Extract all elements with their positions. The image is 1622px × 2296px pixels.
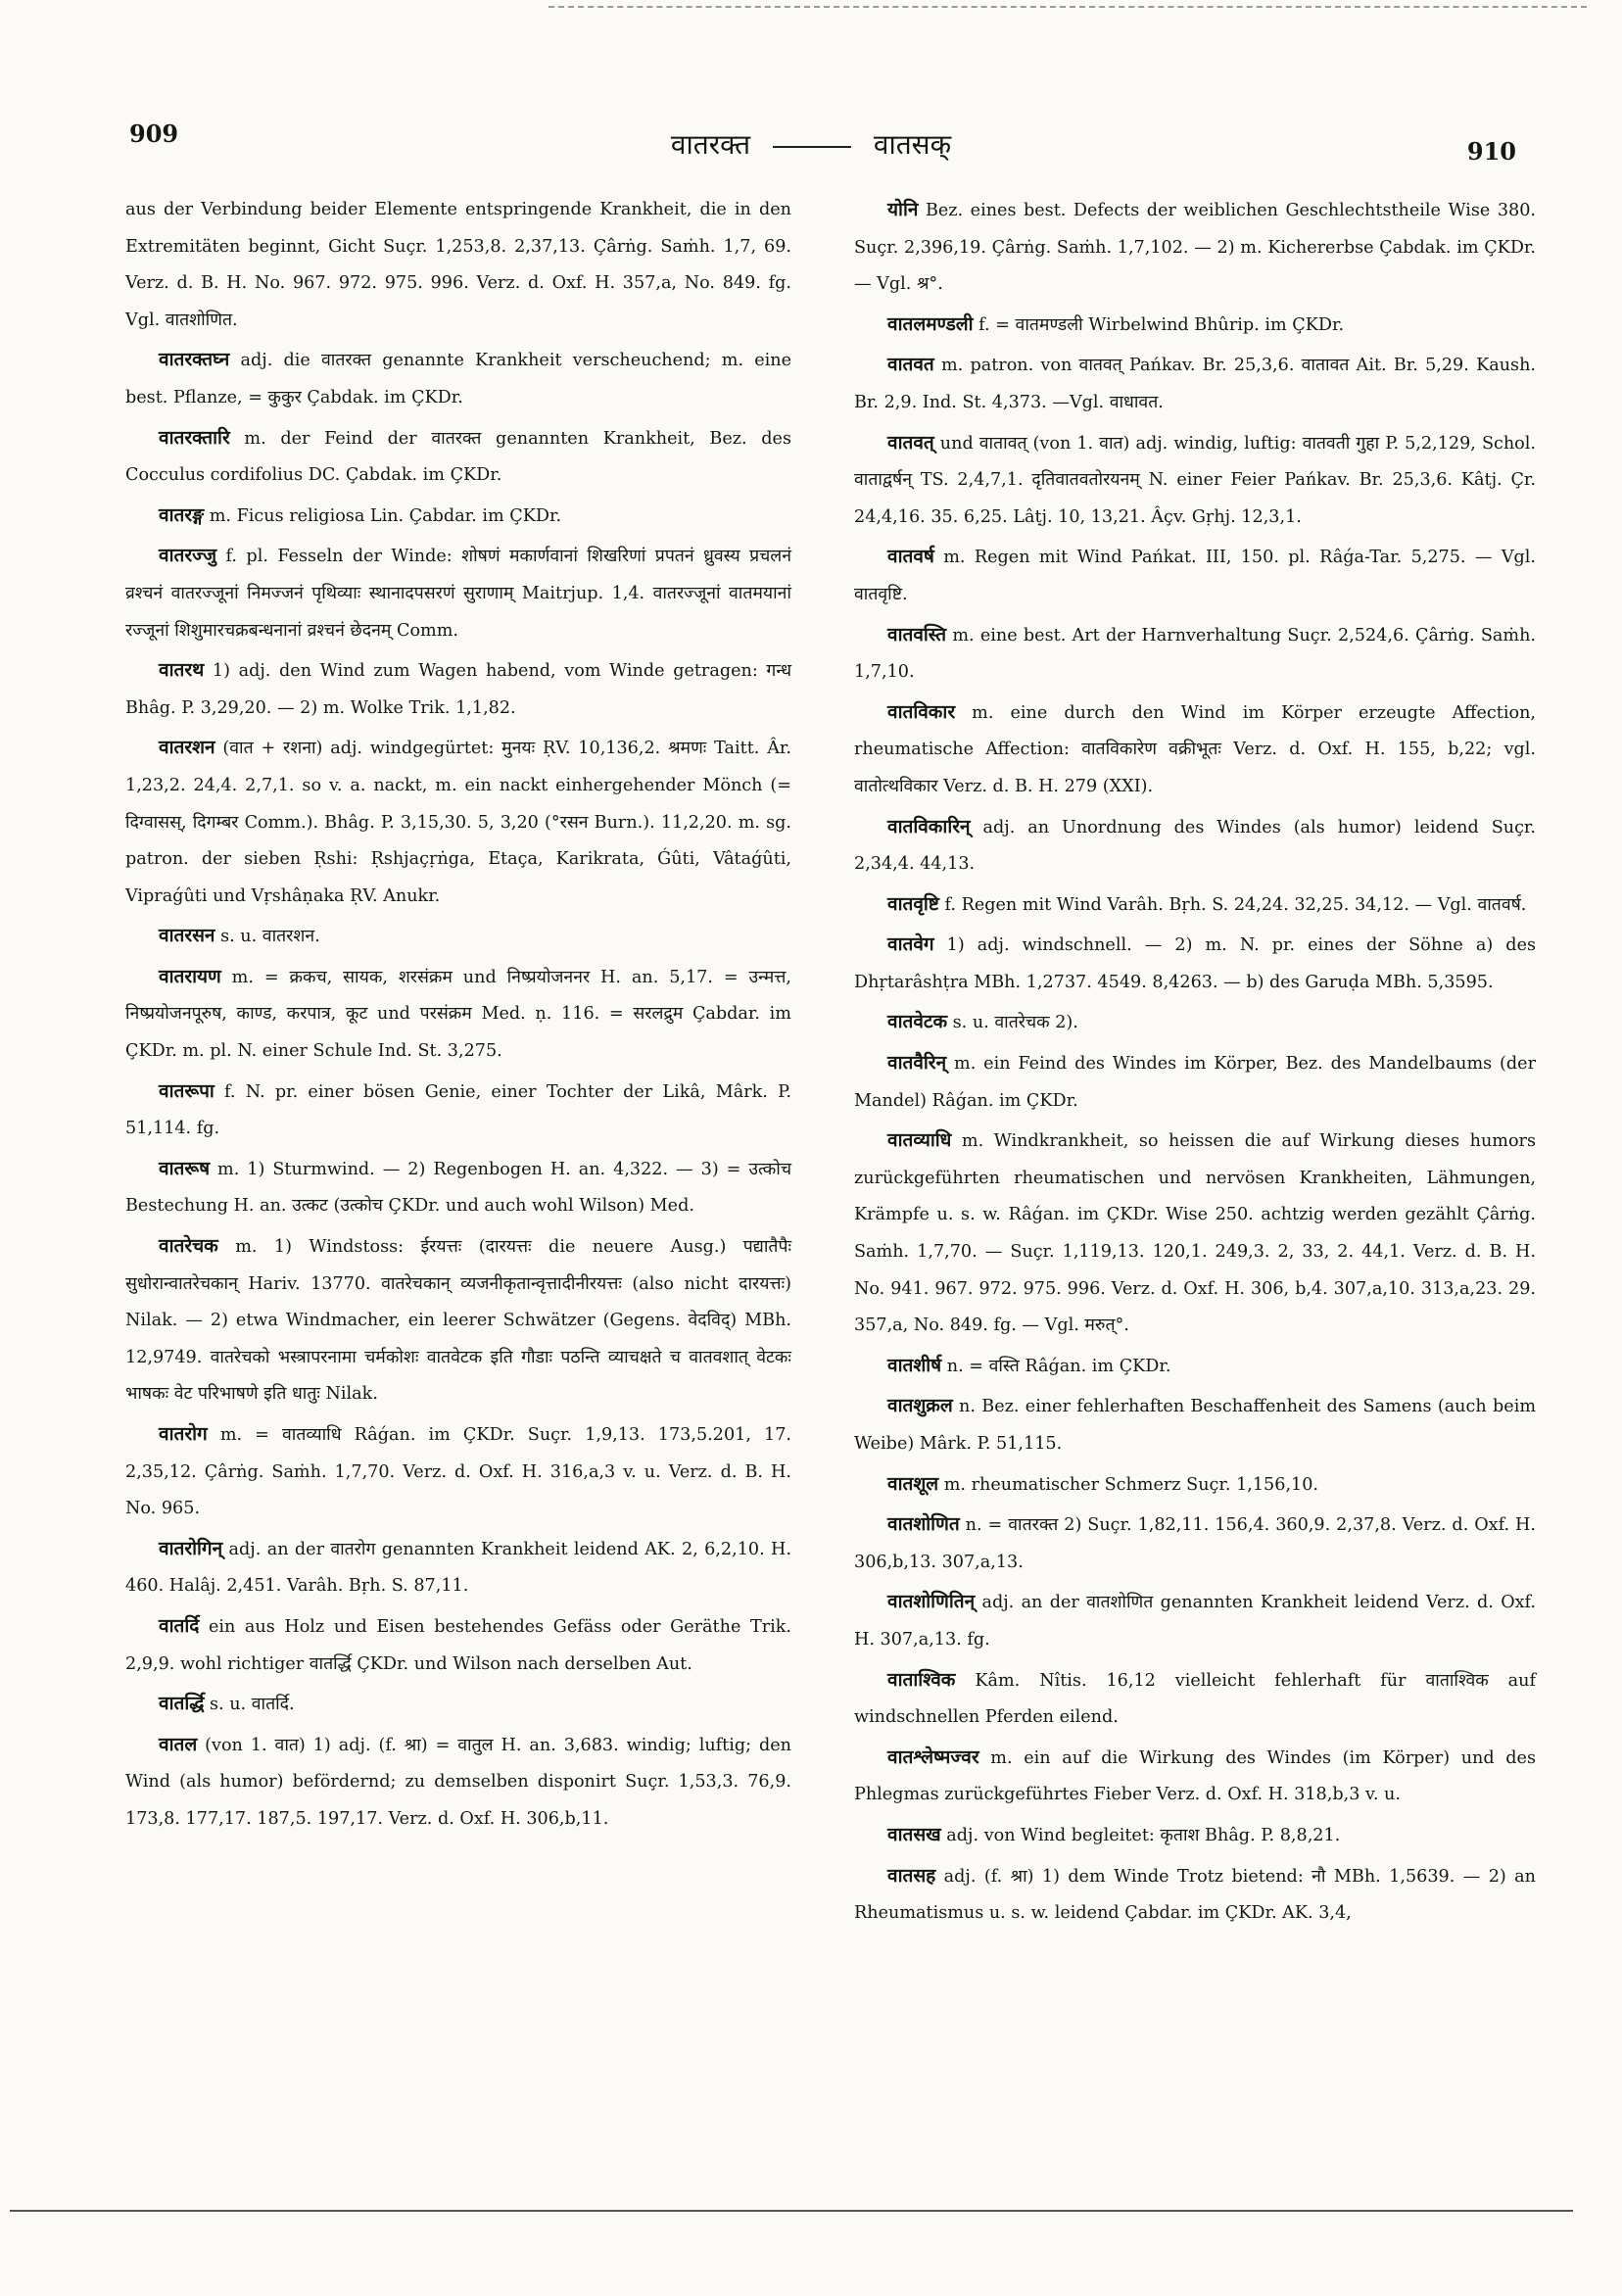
entry-headword: वातवैरिन् xyxy=(887,1052,947,1075)
dictionary-entry xyxy=(854,1045,1536,1120)
dictionary-entry xyxy=(854,192,1536,304)
entry-headword: वाताश्विक xyxy=(887,1668,956,1691)
dictionary-entry xyxy=(854,1584,1536,1658)
entry-headword: वातर्द्धि xyxy=(159,1693,205,1715)
entry-text: m. eine best. Art der Harnverhaltung Suçr. 2,524,6. Çârṅg. Saṁh. 1,7,10. xyxy=(854,625,1536,683)
dictionary-entry xyxy=(125,1686,791,1724)
entry-text: f. N. pr. einer bösen Genie, einer Tochter der Likâ, Mârk. P. 51,114. fg. xyxy=(125,1081,792,1139)
dictionary-entry xyxy=(854,1740,1536,1814)
entry-headword: वातरेचक xyxy=(159,1235,218,1258)
entry-headword: वातव्याधि xyxy=(887,1129,952,1152)
dictionary-entry xyxy=(125,1228,791,1413)
dictionary-entry xyxy=(854,1388,1536,1462)
entry-text: adj. an der वातशोणित genannten Krankheit leidend Verz. d. Oxf. H. 307,a,13. fg. xyxy=(854,1593,1537,1650)
entry-headword: वातश्लेष्मज्वर xyxy=(887,1746,979,1768)
entry-headword: वातशीर्ष xyxy=(887,1354,942,1376)
dictionary-entry xyxy=(854,694,1536,806)
entry-headword: वातरोगिन् xyxy=(159,1537,223,1559)
entry-text: m. 1) Windstoss: ईरयत्तः (दारयत्तः die neuere Ausg.) पद्यातैपैः सुधोरान्वातरेचकान् Hariv. 13770. वातरेचकान् व्यजनीकृतान्वृत्तादीनीरयत्तः (also nicht दारयत्तः) Nilak. — 2) etwa Windmacher, ein leerer Schwätzer (Gegens. वेदविद्) MBh. 12,9749. वातरेचको भस्त्रापरनामा चर्मकोशः वातवेटक इति गौडाः पठन्ति व्याचक्षते च वातवशात् वेटकः भाषकः वेट परिभाषणे इति धातुः Nilak. xyxy=(125,1237,791,1405)
dictionary-entry xyxy=(854,347,1536,421)
dictionary-entry xyxy=(854,1004,1536,1042)
entry-headword: वातरज्जु xyxy=(159,545,217,567)
entry-text: und वातावत् (von 1. वात) adj. windig, luftig: वातवती गुहा P. 5,2,129, Schol. वाताद्वर्षन् TS. 2,4,7,1. दृतिवातवतोरयनम् N. einer Feier Pańkav. Br. 25,3,6. Kâtj. Çr. 24,4,16. 35. 6,25. Lâṭj. 10, 13,21. Âçv. Gṛhj. 12,3,1. xyxy=(854,433,1536,527)
entry-text: s. u. वातरेचक 2). xyxy=(952,1013,1078,1033)
dictionary-entry xyxy=(125,1608,791,1683)
entry-headword: वातरूपा xyxy=(159,1079,215,1102)
entry-text: m. der Feind der वातरक्त genannten Krankheit, Bez. des Cocculus cordifolius DC. Çabdak. im ÇKDr. xyxy=(125,428,792,486)
running-head-dash xyxy=(773,146,851,148)
dictionary-entry xyxy=(854,1662,1536,1737)
entry-headword: वातसख xyxy=(887,1823,941,1845)
dictionary-entry xyxy=(854,809,1536,884)
dictionary-entry xyxy=(854,307,1536,345)
dictionary-entry xyxy=(125,1416,791,1528)
entry-headword: वातविकार xyxy=(887,700,956,723)
entry-headword: वातवत् xyxy=(887,431,934,454)
entry-headword: वातरोग xyxy=(159,1423,208,1445)
entry-text: adj. die वातरक्त genannte Krankheit verscheuchend; m. eine best. Pflanze, = कुकुर Çabdak. im ÇKDr. xyxy=(125,351,792,407)
entry-text: f. = वातमण्डली Wirbelwind Bhûrip. im ÇKDr. xyxy=(978,314,1345,335)
entry-headword: वातशोणित xyxy=(887,1513,960,1536)
entry-headword: वातवेग xyxy=(887,933,934,956)
dictionary-entry xyxy=(125,1727,791,1839)
entry-text: adj. an Unordnung des Windes (als humor) leidend Suçr. 2,34,4. 44,13. xyxy=(854,817,1537,875)
dictionary-entry xyxy=(125,918,791,956)
entry-text: f. Regen mit Wind Varâh. Bṛh. S. 24,24. 32,25. 34,12. — Vgl. वातवर्ष. xyxy=(944,894,1527,915)
entry-text: adj. von Wind begleitet: कृताश Bhâg. P. 8,8,21. xyxy=(946,1825,1341,1845)
entry-headword: वातशूल xyxy=(887,1472,939,1495)
entry-headword: वातरायण xyxy=(159,965,221,987)
dictionary-entry xyxy=(125,192,791,339)
entry-headword: योनि xyxy=(887,199,919,220)
right-column xyxy=(854,192,1536,1936)
entry-headword: वातवृष्टि xyxy=(887,892,939,915)
entry-headword: वातरूष xyxy=(159,1157,211,1179)
entry-headword: वातवस्ति xyxy=(887,623,947,646)
entry-headword: वातवेटक xyxy=(887,1011,948,1033)
entry-text: Kâm. Nîtis. 16,12 vielleicht fehlerhaft für वाताश्विक auf windschnellen Pferden eilend. xyxy=(854,1670,1537,1728)
dictionary-entry xyxy=(854,1348,1536,1386)
entry-headword: वातवत xyxy=(887,354,934,376)
entry-text: n. Bez. einer fehlerhaften Beschaffenheit des Samens (auch beim Weibe) Mârk. P. 51,115. xyxy=(854,1397,1536,1454)
dictionary-entry xyxy=(125,1074,791,1148)
dictionary-entry xyxy=(125,730,791,915)
entry-text: m. rheumatischer Schmerz Suçr. 1,156,10. xyxy=(943,1474,1319,1495)
entry-text: f. pl. Fesseln der Winde: शोषणं मकार्णवानां शिखरिणां प्रपतनं ध्रुवस्य प्रचलनं व्रश्चनं वातरज्जूनां निमज्जनं पृथिव्याः स्थानादपसरणं सुराणाम् Maitrjup. 1,4. वातरज्जूनां वातमयानां रज्जूनां शिशुमारचक्रबन्धनानां व्रश्चनं छेदनम् Comm. xyxy=(125,547,792,641)
entry-headword: वातशुक्रल xyxy=(887,1395,953,1417)
top-rule xyxy=(549,6,1587,8)
entry-text: ein aus Holz und Eisen bestehendes Gefäss oder Geräthe Trik. 2,9,9. wohl richtiger वातर्द्धि ÇKDr. und Wilson nach derselben Aut. xyxy=(125,1616,791,1674)
page-number-right: 910 xyxy=(1466,137,1516,166)
entry-headword: वातरक्तघ्न xyxy=(159,349,230,371)
entry-text: m. Windkrankheit, so heissen die auf Wirkung dieses humors zurückgeführten rheumatischen und nervösen Krankheiten, Lähmungen, Krämpfe u. s. w. Râǵan. im ÇKDr. Wise 250. achtzig werden gezählt Çârṅg. Saṁh. 1,7,70. — Suçr. 1,119,13. 120,1. 249,3. 2, 33, 2. 44,1. Verz. d. B. H. No. 941. 967. 972. 975. 996. Verz. d. Oxf. H. 306, b,4. 307,a,10. 313,a,23. 29. 357,a, No. 849. fg. — Vgl. मरुत्°. xyxy=(854,1131,1537,1336)
left-column xyxy=(125,192,791,1842)
dictionary-entry xyxy=(854,425,1536,537)
dictionary-entry xyxy=(125,1531,791,1605)
running-head-right: वातसक् xyxy=(873,128,952,161)
entry-text: (वात + रशना) adj. windgegürtet: मुनयः ṚV. 10,136,2. श्रमणः Taitt. Âr. 1,23,2. 24,4. 2,7,1. so v. a. nackt, m. ein nackt einhergehender Mönch (= दिग्वासस्, दिगम्बर Comm.). Bhâg. P. 3,15,30. 5, 3,20 (°रसन Burn.). 11,2,20. m. sg. patron. der sieben Ṛshi: Ṛshjaçṛṅga, Etaça, Karikrata, Ǵûti, Vâtaǵûti, Vipraǵûti und Vṛshâṇaka ṚV. Anukr. xyxy=(125,739,791,906)
dictionary-entry xyxy=(854,927,1536,1001)
entry-headword: वातर्दि xyxy=(159,1614,200,1637)
dictionary-entry xyxy=(854,1817,1536,1855)
entry-text: s. u. वातर्दि. xyxy=(210,1695,295,1715)
entry-text: m. ein Feind des Windes im Körper, Bez. des Mandelbaums (der Mandel) Râǵan. im ÇKDr. xyxy=(854,1054,1536,1111)
running-head-left: वातरक्त xyxy=(670,128,751,161)
dictionary-entry xyxy=(125,342,791,416)
entry-text: 1) adj. windschnell. — 2) m. N. pr. eines der Söhne a) des Dhṛtarâshṭra MBh. 1,2737. 4549. 8,4263. — b) des Garuḍa MBh. 5,3595. xyxy=(854,935,1537,992)
dictionary-entry xyxy=(854,1507,1536,1581)
entry-headword: वातशोणितिन् xyxy=(887,1591,976,1613)
entry-headword: वातलमण्डली xyxy=(887,312,974,335)
page-number-left: 909 xyxy=(129,120,179,148)
entry-headword: वातविकारिन् xyxy=(887,815,971,837)
entry-text: (von 1. वात) 1) adj. (f. श्रा) = वातुल H. an. 3,683. windig; luftig; den Wind (als humor) befördernd; zu demselben disponirt Suçr. 1,53,3. 76,9. 173,8. 177,17. 187,5. 197,17. Verz. d. Oxf. H. 306,b,11. xyxy=(125,1735,792,1829)
entry-text: m. 1) Sturmwind. — 2) Regenbogen H. an. 4,322. — 3) = उत्कोच Bestechung H. an. उत्कट (उत्कोच ÇKDr. und auch wohl Wilson) Med. xyxy=(125,1159,792,1217)
entry-text: adj. (f. श्रा) 1) dem Winde Trotz bietend: नौ MBh. 1,5639. — 2) an Rheumatismus u. s. w. leidend Çabdar. im ÇKDr. AK. 3,4, xyxy=(854,1866,1537,1924)
entry-headword: वातरसन xyxy=(159,925,215,947)
running-head xyxy=(0,125,1622,163)
entry-text: m. Regen mit Wind Pańkat. III, 150. pl. Râǵa-Tar. 5,275. — Vgl. वातवृष्टि. xyxy=(854,548,1537,604)
entry-text: s. u. वातरशन. xyxy=(220,927,320,947)
entry-text: m. = क्रकच, सायक, शरसंक्रम und निष्प्रयोजननर H. an. 5,17. = उन्मत्त, निष्प्रयोजनपूरुष, काण्ड, करपात्र, कूट und परसंक्रम Med. ṇ. 116. = सरलद्रुम Çabdar. im ÇKDr. m. pl. N. einer Schule Ind. St. 3,275. xyxy=(125,967,792,1062)
entry-text: m. = वातव्याधि Râǵan. im ÇKDr. Suçr. 1,9,13. 173,5.201, 17. 2,35,12. Çârṅg. Saṁh. 1,7,70. Verz. d. Oxf. H. 316,a,3 v. u. Verz. d. B. H. No. 965. xyxy=(125,1425,791,1519)
entry-text: aus der Verbindung beider Elemente entspringende Krankheit, die in den Extremitäten beginnt, Gicht Suçr. 1,253,8. 2,37,13. Çârṅg. Saṁh. 1,7, 69. Verz. d. B. H. No. 967. 972. 975. 996. Verz. d. Oxf. H. 357,a, No. 849. fg. Vgl. वातशोणित. xyxy=(125,200,791,330)
entry-headword: वातरङ्ग xyxy=(159,503,205,526)
dictionary-entry xyxy=(854,1858,1536,1933)
dictionary-entry xyxy=(125,420,791,495)
entry-headword: वातरथ xyxy=(159,659,205,682)
entry-headword: वातसह xyxy=(887,1864,936,1887)
dictionary-entry xyxy=(854,1123,1536,1345)
dictionary-entry xyxy=(854,1466,1536,1505)
dictionary-entry xyxy=(125,538,791,649)
entry-headword: वातवर्ष xyxy=(887,546,934,568)
dictionary-entry xyxy=(125,1151,791,1225)
dictionary-entry xyxy=(125,959,791,1071)
dictionary-entry xyxy=(854,617,1536,692)
entry-text: m. eine durch den Wind im Körper erzeugte Affection, rheumatische Affection: वातविकारेण वक्रीभूतः Verz. d. Oxf. H. 155, b,22; vgl. वातोत्थविकार Verz. d. B. H. 279 (XXI). xyxy=(854,702,1536,796)
entry-text: adj. an der वातरोग genannten Krankheit leidend AK. 2, 6,2,10. H. 460. Halâj. 2,451. Varâh. Bṛh. S. 87,11. xyxy=(125,1539,791,1597)
dictionary-entry xyxy=(125,498,791,536)
entry-text: Bez. eines best. Defects der weiblichen Geschlechtstheile Wise 380. Suçr. 2,396,19. Çârṅg. Saṁh. 1,7,102. — 2) m. Kichererbse Çabdak. im ÇKDr. — Vgl. श्र°. xyxy=(854,201,1537,295)
entry-headword: वातल xyxy=(159,1733,198,1755)
entry-text: n. = वस्ति Râǵan. im ÇKDr. xyxy=(946,1356,1171,1376)
entry-text: m. Ficus religiosa Lin. Çabdar. im ÇKDr. xyxy=(209,505,562,526)
dictionary-entry xyxy=(854,886,1536,925)
dictionary-entry xyxy=(125,652,791,727)
entry-headword: वातरक्तारि xyxy=(159,426,230,449)
entry-text: m. ein auf die Wirkung des Windes (im Körper) und des Phlegmas zurückgeführtes Fieber Verz. d. Oxf. H. 318,b,3 v. u. xyxy=(854,1747,1536,1805)
dictionary-entry xyxy=(854,539,1536,613)
entry-text: m. patron. von वातवत् Pańkav. Br. 25,3,6. वातावत Ait. Br. 5,29. Kaush. Br. 2,9. Ind. St. 4,373. —Vgl. वाधावत. xyxy=(854,356,1536,412)
entry-text: n. = वातरक्त 2) Suçr. 1,82,11. 156,4. 360,9. 2,37,8. Verz. d. Oxf. H. 306,b,13. 307,a,13. xyxy=(854,1515,1536,1572)
entry-headword: वातरशन xyxy=(159,737,215,759)
entry-text: 1) adj. den Wind zum Wagen habend, vom Winde getragen: गन्ध Bhâg. P. 3,29,20. — 2) m. Wolke Trik. 1,1,82. xyxy=(125,661,792,718)
bottom-rule xyxy=(10,2210,1573,2212)
